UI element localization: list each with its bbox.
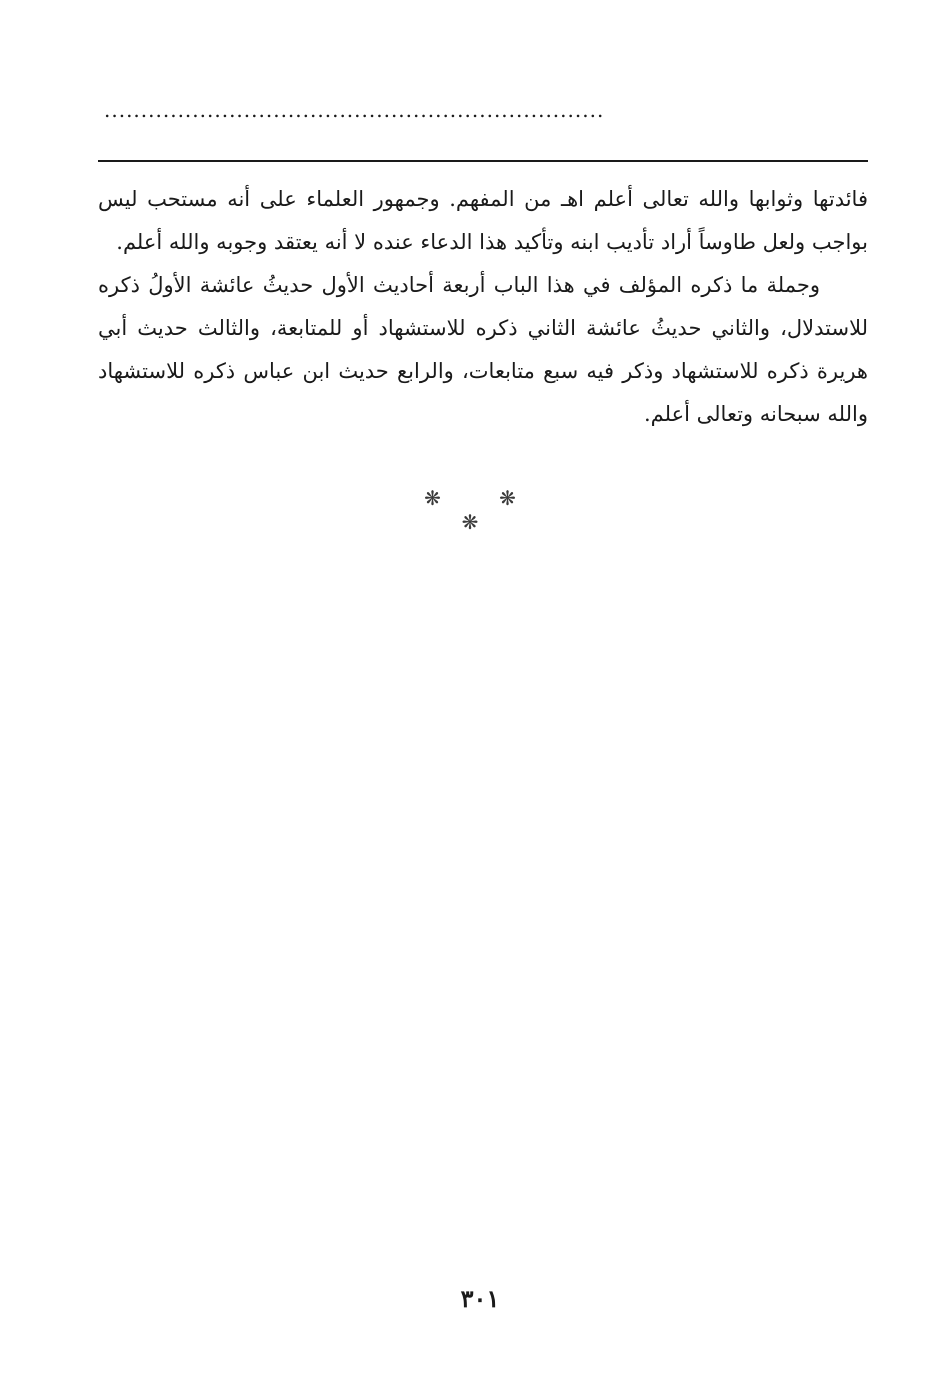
paragraph-1: فائدتها وثوابها والله تعالى أعلم اهـ من المفهم. وجمهور العلماء على أنه مستحب ليس بواجب ولعل طاوساً أراد تأديب ابنه وتأكيد هذا الدعاء عنده لا أنه يعتقد وجوبه والله أعلم. [98, 187, 868, 254]
section-separator-stars: ❋ ❋ ❋ [424, 486, 542, 534]
dotted-leader: .................................................................... [104, 98, 605, 122]
footnote-separator-rule [98, 160, 868, 162]
paragraph-2: وجملة ما ذكره المؤلف في هذا الباب أربعة أحاديث الأول حديثُ عائشة الأولُ ذكره للاستدلال، والثاني حديثُ عائشة الثاني ذكره للاستشهاد أو للمتابعة، والثالث حديث أبي هريرة ذكره للاستشهاد وذكر فيه سبع متابعات، والرابع حديث ابن عباس ذكره للاستشهاد والله سبحانه وتعالى أعلم. [98, 273, 868, 426]
main-text [98, 178, 868, 436]
page-number: ٣٠١ [460, 1284, 500, 1313]
